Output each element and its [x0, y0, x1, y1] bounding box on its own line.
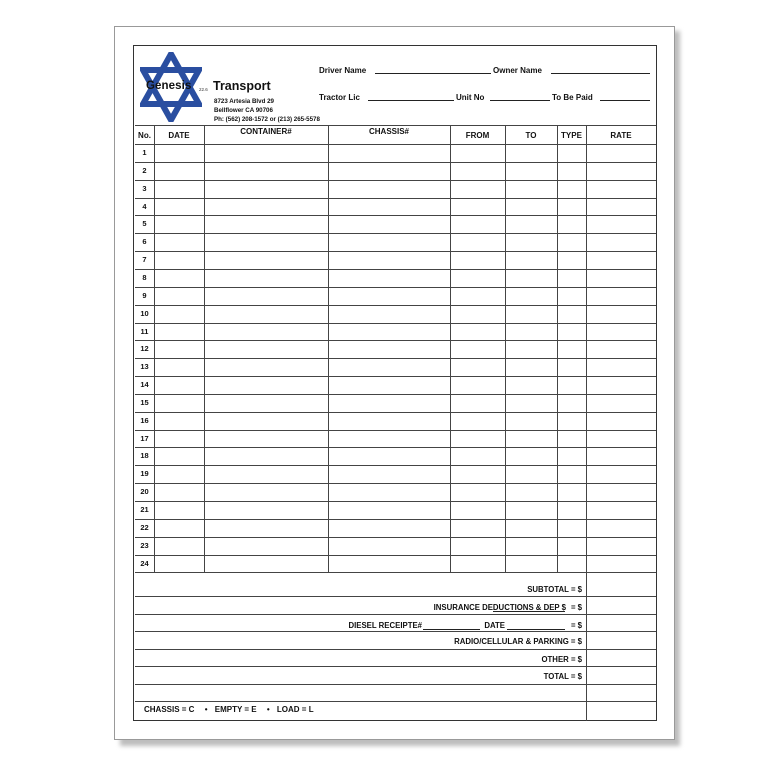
summary-divider [135, 666, 656, 667]
col-header-date: DATE [168, 131, 190, 140]
row-divider [135, 162, 656, 163]
row-number: 20 [140, 487, 149, 497]
col-header-container: CONTAINER# [240, 127, 292, 136]
col-header-no: No. [138, 131, 151, 140]
to-be-paid-label: To Be Paid [552, 93, 593, 102]
row-number: 24 [140, 558, 149, 568]
row-number: 16 [140, 415, 149, 425]
header-bottom-line [135, 144, 656, 145]
column-divider [204, 125, 205, 572]
row-divider [135, 198, 656, 199]
col-header-to: TO [525, 131, 537, 140]
unit-no-label: Unit No [456, 93, 485, 102]
row-number: 3 [142, 183, 147, 193]
row-divider [135, 251, 656, 252]
summary-divider [135, 649, 656, 650]
row-number: 4 [142, 201, 147, 211]
row-number: 11 [140, 326, 149, 336]
diesel-date-field[interactable] [507, 629, 565, 630]
phone-line: Ph: (562) 208-1572 or (213) 265-5578 [214, 116, 320, 123]
column-divider [328, 125, 329, 572]
row-number: 21 [140, 505, 149, 514]
logo-word: Genesis [146, 80, 192, 92]
row-divider [135, 412, 656, 413]
form-frame [133, 45, 657, 721]
rate-column-divider [586, 125, 587, 721]
row-divider [135, 537, 656, 538]
row-number: 10 [140, 308, 149, 318]
col-header-type: TYPE [561, 131, 582, 140]
column-divider [154, 125, 155, 572]
row-divider [135, 287, 656, 288]
tractor-lic-label: Tractor Lic [319, 93, 360, 102]
unit-no-field[interactable] [490, 100, 550, 101]
row-divider [135, 465, 656, 466]
row-number: 9 [142, 290, 147, 300]
col-header-rate: RATE [610, 131, 632, 140]
driver-name-label: Driver Name [319, 66, 367, 75]
legend-load: LOAD = L [276, 705, 314, 714]
col-header-chassis: CHASSIS# [368, 127, 409, 136]
column-divider [450, 125, 451, 572]
insurance-label: INSURANCE DEDUCTIONS & DEP $ [433, 603, 566, 612]
row-divider [135, 394, 656, 395]
row-number: 15 [140, 397, 149, 407]
row-divider [135, 447, 656, 448]
diesel-eq: = $ [570, 621, 582, 630]
row-number: 6 [142, 237, 147, 247]
address-line-2: Bellflower CA 90706 [214, 107, 273, 114]
row-number: 19 [140, 469, 149, 479]
insurance-eq: = $ [570, 603, 582, 612]
row-number: 13 [140, 362, 149, 372]
row-number: 14 [140, 380, 149, 390]
row-divider [135, 358, 656, 359]
radio-label: RADIO/CELLULAR & PARKING = $ [454, 637, 582, 646]
header-top-line [135, 125, 656, 126]
summary-divider [135, 631, 656, 632]
diesel-label: DIESEL RECEIPTE# [348, 621, 422, 630]
summary-divider [135, 614, 656, 615]
row-divider [135, 483, 656, 484]
row-divider [135, 269, 656, 270]
row-divider [135, 501, 656, 502]
row-divider [135, 572, 656, 573]
summary-divider [135, 596, 656, 597]
row-divider [135, 519, 656, 520]
driver-name-field[interactable] [375, 73, 491, 74]
summary-divider [135, 684, 656, 685]
row-divider [135, 430, 656, 431]
owner-name-field[interactable] [551, 73, 650, 74]
row-divider [135, 376, 656, 377]
row-number: 8 [142, 272, 147, 282]
other-label: OTHER = $ [541, 655, 582, 664]
row-divider [135, 305, 656, 306]
diesel-receipt-field[interactable] [423, 629, 480, 630]
row-number: 1 [142, 148, 147, 157]
tractor-lic-field[interactable] [368, 100, 454, 101]
column-divider [557, 125, 558, 572]
total-label: TOTAL = $ [543, 672, 582, 681]
row-divider [135, 323, 656, 324]
legend-empty: EMPTY = E [214, 705, 257, 714]
row-divider [135, 215, 656, 216]
row-number: 23 [140, 540, 149, 550]
row-number: 5 [142, 219, 147, 229]
company-name: Transport [213, 79, 271, 93]
col-header-from: FROM [465, 131, 490, 140]
row-number: 12 [140, 344, 149, 354]
bullet-icon: • [266, 705, 270, 714]
row-divider [135, 555, 656, 556]
owner-name-label: Owner Name [493, 66, 542, 75]
summary-divider [135, 701, 656, 702]
insurance-field[interactable] [493, 611, 565, 612]
row-number: 17 [140, 433, 149, 443]
to-be-paid-field[interactable] [600, 100, 650, 101]
legend-chassis: CHASSIS = C [144, 705, 195, 714]
subtotal-label: SUBTOTAL = $ [527, 585, 582, 594]
row-number: 18 [140, 451, 149, 461]
row-number: 2 [142, 165, 147, 175]
logo-mark: 22.6 [199, 87, 208, 92]
row-number: 7 [142, 255, 147, 265]
row-number: 22 [140, 522, 149, 532]
address-line-1: 8723 Artesia Blvd 29 [214, 98, 274, 105]
legend [144, 705, 314, 714]
diesel-date-label: DATE [484, 621, 505, 630]
row-divider [135, 340, 656, 341]
column-divider [505, 125, 506, 572]
bullet-icon: • [204, 705, 208, 714]
row-divider [135, 233, 656, 234]
row-divider [135, 180, 656, 181]
